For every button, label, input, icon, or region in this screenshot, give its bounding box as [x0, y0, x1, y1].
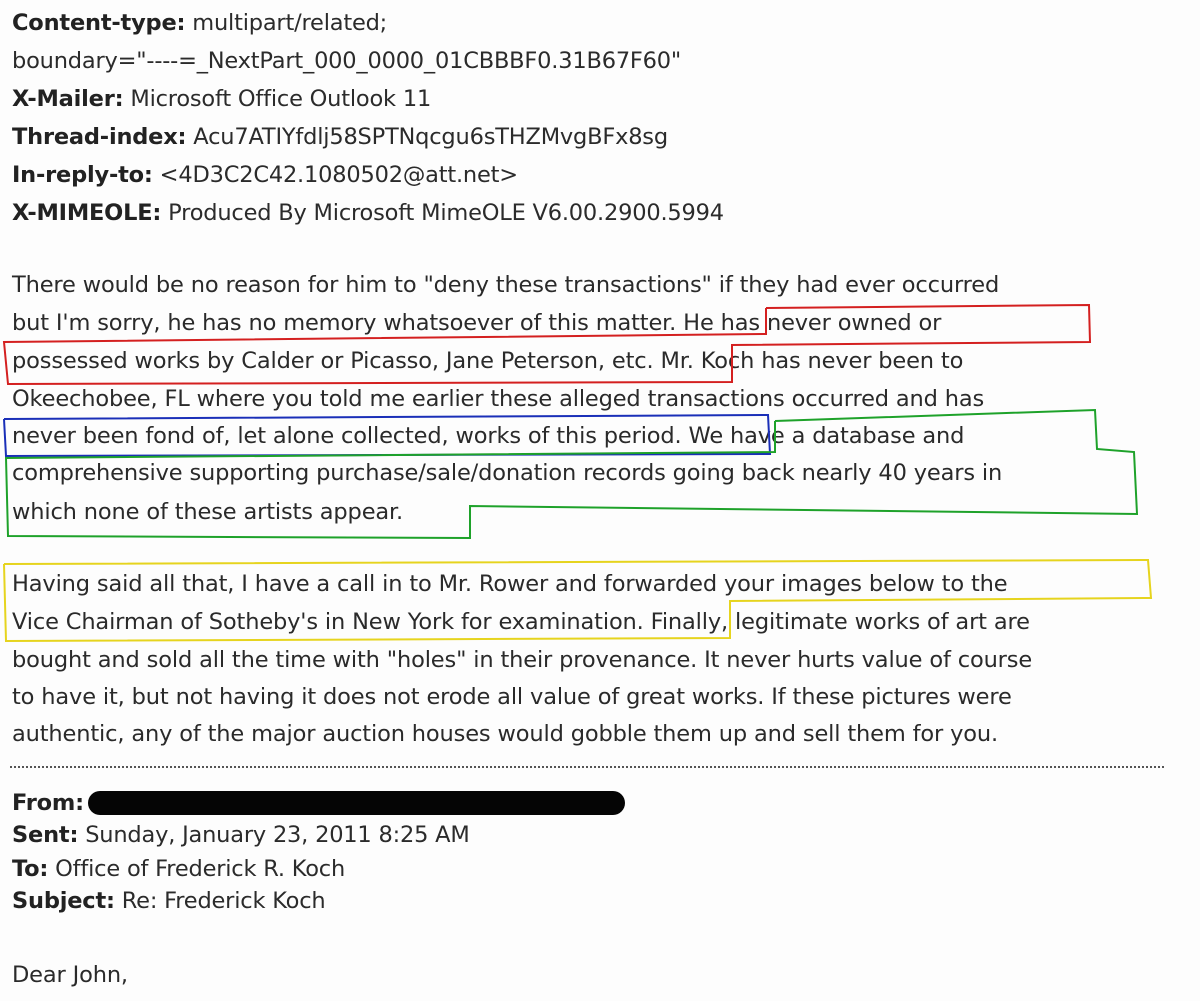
blue-highlight-box — [4, 415, 770, 456]
greeting: Dear John, — [12, 962, 128, 988]
header-label: In-reply-to: — [12, 162, 153, 188]
reply-header-label: To: — [12, 856, 49, 882]
header-label: Thread-index: — [12, 124, 187, 150]
paragraph1-line: but I'm sorry, he has no memory whatsoever of this matter. He has never owned or — [12, 310, 942, 336]
reply-header-value: Re: Frederick Koch — [114, 888, 326, 914]
reply-header-value: Office of Frederick R. Koch — [48, 856, 346, 882]
paragraph2-line: Having said all that, I have a call in to Mr. Rower and forwarded your images below to the — [12, 571, 1008, 597]
header-value: Microsoft Office Outlook 11 — [123, 86, 432, 112]
header-value: boundary="----=_NextPart_000_0000_01CBBBF0.31B67F60" — [12, 48, 682, 74]
reply-header-label: Sent: — [12, 822, 79, 848]
yellow-highlight-box — [4, 560, 1151, 641]
reply-header-label: Subject: — [12, 888, 115, 914]
paragraph2-line: Vice Chairman of Sotheby's in New York for examination. Finally, legitimate works of art are — [12, 609, 1030, 635]
header-value: Acu7ATIYfdlj58SPTNqcgu6sTHZMvgBFx8sg — [186, 124, 668, 150]
header-value: Produced By Microsoft MimeOLE V6.00.2900.5994 — [161, 200, 724, 226]
header-label: Content-type: — [12, 10, 186, 36]
red-highlight-box — [4, 305, 1090, 384]
header-label: X-MIMEOLE: — [12, 200, 162, 226]
paragraph1-line: There would be no reason for him to "deny these transactions" if they had ever occurred — [12, 272, 1000, 298]
reply-header-value: Sunday, January 23, 2011 8:25 AM — [78, 822, 470, 848]
green-highlight-box — [6, 410, 1137, 538]
paragraph1-line: which none of these artists appear. — [12, 499, 404, 525]
reply-header-label: From: — [12, 790, 84, 816]
header-value: multipart/related; — [185, 10, 388, 36]
paragraph1-line: possessed works by Calder or Picasso, Jane Peterson, etc. Mr. Koch has never been to — [12, 348, 964, 374]
paragraph1-line: never been fond of, let alone collected, works of this period. We have a database and — [12, 423, 965, 449]
paragraph1-line: comprehensive supporting purchase/sale/donation records going back nearly 40 years in — [12, 460, 1003, 486]
paragraph2-line: to have it, but not having it does not erode all value of great works. If these pictures were — [12, 684, 1012, 710]
header-label: X-Mailer: — [12, 86, 124, 112]
header-value: <4D3C2C42.1080502@att.net> — [152, 162, 518, 188]
paragraph2-line: authentic, any of the major auction houses would gobble them up and sell them for you. — [12, 721, 998, 747]
paragraph1-line: Okeechobee, FL where you told me earlier these alleged transactions occurred and has — [12, 386, 985, 412]
paragraph2-line: bought and sold all the time with "holes" in their provenance. It never hurts value of course — [12, 647, 1033, 673]
